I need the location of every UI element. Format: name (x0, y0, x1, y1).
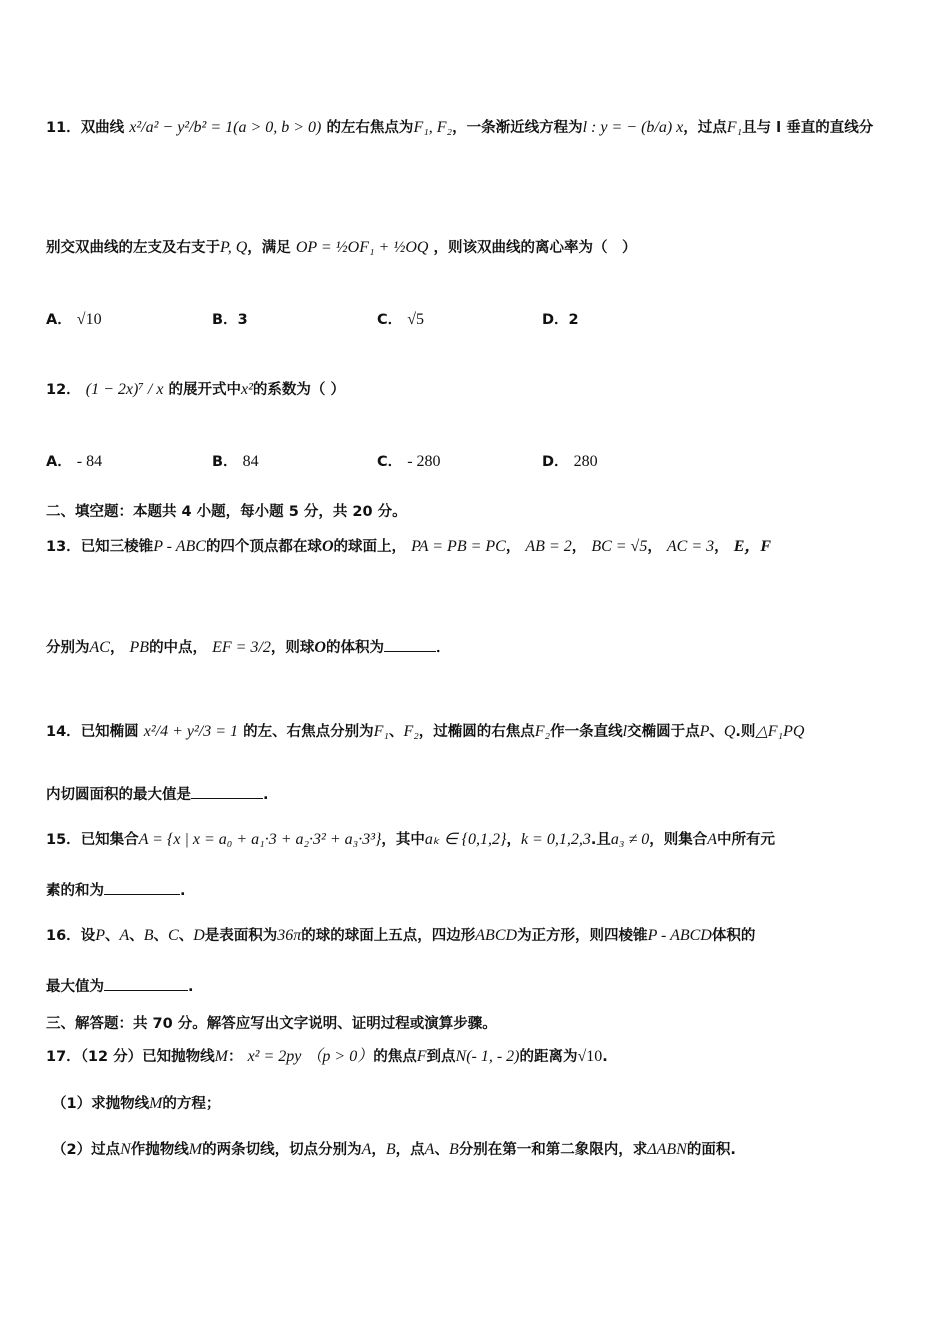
q14-triangle: △F₁PQ (755, 723, 805, 740)
q17-triangle: ΔABN (647, 1141, 687, 1158)
q17-text3: 的焦点 (373, 1049, 417, 1065)
q11-line1 (46, 118, 873, 138)
q16-text2: 是表面积为 (204, 928, 278, 944)
q16-text3: 的球的球面上五点，四边形 (301, 928, 476, 944)
q14-answer-blank[interactable] (191, 784, 263, 799)
q14-end: . (263, 787, 269, 803)
q15-text6: 素的和为 (46, 883, 104, 899)
q17-condition: （p > 0） (306, 1048, 374, 1065)
q17-n-point: N (120, 1141, 131, 1158)
q14-number: 14． (46, 724, 81, 740)
q17-part2-text: （2）过点 (52, 1142, 121, 1158)
option-label: B． (212, 454, 238, 470)
q15-answer-blank[interactable] (104, 880, 180, 895)
q13-answer-blank[interactable] (384, 637, 436, 652)
q11-text2: 的左右焦点为 (326, 120, 414, 136)
q15-text1: 已知集合 (80, 832, 139, 848)
q12-expression: (1 − 2x)⁷ / x (85, 381, 164, 398)
q16-answer-blank[interactable] (104, 976, 188, 991)
q17-part2-textb: 作抛物线 (130, 1142, 189, 1158)
q14-f2: F₂ (403, 723, 419, 740)
q13-pb: PB (129, 639, 150, 656)
q16-pt-p: P (95, 927, 105, 944)
q11-asymptote: l : y = − (b/a) x (582, 119, 684, 136)
q16-pt-c: C (168, 927, 179, 944)
q17-end: . (602, 1049, 608, 1065)
q17-part1-textb: 的方程； (162, 1096, 221, 1112)
q17-n: N(- 1, - 2) (455, 1048, 520, 1065)
q17-part2-texte: 分别在第一和第二象限内，求 (458, 1142, 648, 1158)
option-value: 3 (237, 312, 248, 328)
q15-text2: ，其中 (381, 832, 425, 848)
q14-l: l (622, 723, 628, 740)
q15-text3: .且 (590, 832, 611, 848)
q15-text4: ，则集合 (649, 832, 708, 848)
q11-text6: 别交双曲线的左支及右支于 (46, 240, 220, 256)
option-value: 2 (568, 312, 579, 328)
q11-option-a (46, 308, 102, 329)
q13-cond4: AC = 3 (666, 538, 715, 555)
q12-option-a (46, 450, 102, 471)
q15-a3: a₃ ≠ 0 (610, 831, 650, 848)
q16-text5: 体积的 (711, 928, 756, 944)
q14-line2 (46, 784, 269, 805)
q13-o: O (321, 538, 334, 555)
q11-option-d (542, 308, 579, 329)
q15-ak: aₖ ∈ {0,1,2} (424, 831, 507, 848)
q11-pq: P, Q (220, 239, 248, 256)
q15-line2 (46, 880, 186, 901)
q14-line1: 14．已知椭圆 x²/4 + y²/3 = 1 的左、右焦点分别为F₁、F₂，过椭圆的右焦点F₂作一条直线l交椭圆于点P、Q.则△F₁PQ (46, 723, 805, 740)
q11-text4: ，过点 (683, 120, 727, 136)
q17-m-3: M (188, 1141, 203, 1158)
q14-text2: 的左、右焦点分别为 (243, 724, 374, 740)
q17-b-2: B (448, 1141, 459, 1158)
q17-line1 (46, 1047, 608, 1067)
q13-line2: 分别为AC， PB的中点， EF = 3/2，则球O的体积为 ． (46, 639, 451, 656)
q16-line2 (46, 976, 194, 997)
q16-pt-d: D (193, 927, 205, 944)
q12-line (46, 380, 345, 400)
q13-text1: 已知三棱锥 (80, 539, 154, 555)
q13-cond1: PA = PB = PC (411, 538, 506, 555)
q13-text7: 的体积为 (325, 640, 384, 656)
q11-vector-equation: OP = ½OF₁ + ½OQ (295, 239, 429, 256)
q17-equation: x² = 2py (247, 1048, 302, 1065)
q11-text1: 双曲线 (80, 120, 125, 136)
q13-text3: 的球面上， (333, 539, 406, 555)
q11-option-b (212, 308, 248, 329)
q15-number: 15． (46, 832, 81, 848)
q14-text6: .则 (735, 724, 756, 740)
q17-part1-text: （1）求抛物线 (52, 1096, 150, 1112)
q12-text2: 的系数为（ ） (252, 382, 345, 398)
q16-pabcd: P - ABCD (647, 927, 712, 944)
q14-f2b: F₂ (534, 723, 551, 740)
option-value: 84 (242, 453, 259, 470)
q14-p: P (699, 723, 710, 740)
q13-end: ． (435, 640, 451, 656)
q17-part1 (52, 1094, 220, 1114)
q13-ef-value: EF = 3/2 (212, 639, 271, 656)
q13-text5: 的中点， (149, 640, 208, 656)
q14-text4: 作一条直线 (550, 724, 623, 740)
q13-ef: E，F (733, 538, 772, 555)
option-value: - 280 (407, 453, 441, 470)
q17-b: B (385, 1141, 396, 1158)
q17-a: A (361, 1141, 372, 1158)
q11-foci: F₁, F₂ (413, 119, 453, 136)
option-value: √10 (76, 311, 102, 328)
q12-text1: 的展开式中 (168, 382, 241, 398)
q13-ac: AC (89, 639, 110, 656)
q12-option-d (542, 450, 598, 471)
q16-line1: 16．设P、A、B、C、D是表面积为36π的球的球面上五点，四边形ABCD为正方形，则四棱锥P - ABCD体积的 (46, 927, 756, 944)
q11-option-c (377, 308, 424, 329)
q15-k: k = 0,1,2,3 (520, 831, 591, 848)
q13-number: 13． (46, 539, 81, 555)
section-solution-heading: 三、解答题：共 70 分。解答应写出文字说明、证明过程或演算步骤。 (46, 1016, 497, 1032)
q13-text6: ，则球 (270, 640, 315, 656)
q16-end: . (188, 979, 194, 995)
q13-cond2: AB = 2 (525, 538, 572, 555)
q12-option-c (377, 450, 441, 471)
q15-set: A = {x | x = a₀ + a₁·3 + a₂·3² + a₃·3³} (138, 831, 382, 848)
q14-text3: ，过椭圆的右焦点 (418, 724, 535, 740)
q13-cond3: BC = √5 (591, 538, 648, 555)
q16-text1: 设 (80, 928, 96, 944)
q12-x2: x² (240, 381, 253, 398)
q15-line1: 15．已知集合A = {x | x = a₀ + a₁·3 + a₂·3² + a₃·3³}，其中aₖ ∈ {0,1,2}，k = 0,1,2,3.且a₃ ≠ 0，则集合A中所有元 (46, 831, 775, 848)
q16-text6: 最大值为 (46, 979, 104, 995)
option-label: B． (212, 312, 238, 328)
option-label: D． (542, 454, 569, 470)
q17-part2-textf: 的面积. (686, 1142, 736, 1158)
q13-o-2: O (314, 639, 326, 656)
section-fill-in-heading: 二、填空题：本题共 4 小题，每小题 5 分，共 20 分。 (46, 504, 407, 520)
q13-text4: 分别为 (46, 640, 90, 656)
q15-a: A (707, 831, 717, 848)
q17-part2-textc: 的两条切线，切点分别为 (202, 1142, 362, 1158)
q14-text7: 内切圆面积的最大值是 (46, 787, 191, 803)
q17-score: （12 分） (80, 1049, 143, 1065)
q17-text5: 的距离为 (519, 1049, 578, 1065)
option-label: A． (46, 312, 72, 328)
option-label: D． (542, 312, 569, 328)
q13-pyramid: P - ABC (153, 538, 206, 555)
q14-q: Q (723, 723, 736, 740)
q16-pt-b: B (143, 927, 154, 944)
option-label: C． (377, 312, 403, 328)
option-value: √5 (407, 311, 424, 328)
q17-part2-textd: ，点 (395, 1142, 425, 1158)
option-value: - 84 (76, 453, 103, 470)
q16-number: 16． (46, 928, 81, 944)
option-label: A． (46, 454, 72, 470)
q17-text1: 已知抛物线 (142, 1049, 215, 1065)
q17-distance: √10 (577, 1048, 603, 1065)
q17-m: M (214, 1048, 228, 1065)
option-label: C． (377, 454, 403, 470)
option-value: 280 (573, 453, 598, 470)
q14-ellipse: x²/4 + y²/3 = 1 (143, 723, 239, 740)
q17-f: F (416, 1048, 427, 1065)
q13-text2: 的四个顶点都在球 (205, 539, 322, 555)
q16-pt-a: A (119, 927, 130, 944)
q15-end: . (180, 883, 186, 899)
q17-text2: ： (228, 1049, 243, 1065)
q17-text4: 到点 (426, 1049, 456, 1065)
q17-a-2: A (424, 1141, 435, 1158)
q11-hyperbola-equation: x²/a² − y²/b² = 1(a > 0, b > 0) (129, 119, 322, 136)
q17-number: 17． (46, 1049, 81, 1065)
q11-text3: ，一条渐近线方程为 (452, 120, 583, 136)
q17-m-2: M (149, 1095, 163, 1112)
q11-text5: 且与 l 垂直的直线分 (742, 120, 874, 136)
q12-number: 12． (46, 382, 81, 398)
q11-line2 (46, 238, 637, 258)
q16-abcd: ABCD (475, 927, 518, 944)
q12-option-b (212, 450, 259, 471)
q13-line1: 13．已知三棱锥P - ABC的四个顶点都在球O的球面上， PA = PB = PC， AB = 2， BC = √5， AC = 3， E，F (46, 538, 772, 555)
q11-number: 11． (46, 120, 81, 136)
q16-text4: 为正方形，则四棱锥 (517, 928, 648, 944)
q11-f1: F₁ (726, 119, 743, 136)
q15-text5: 中所有元 (717, 832, 775, 848)
q11-text7: ，满足 (247, 240, 291, 256)
q17-part2: （2）过点N作抛物线M的两条切线，切点分别为A，B，点A、B分别在第一和第二象限内，求ΔABN的面积. (52, 1141, 736, 1158)
q14-text1: 已知椭圆 (80, 724, 139, 740)
q14-text5: 交椭圆于点 (627, 724, 700, 740)
q11-text8: ，则该双曲线的离心率为（ ） (433, 240, 637, 256)
q14-f1: F₁ (373, 723, 389, 740)
q16-area: 36π (277, 927, 302, 944)
